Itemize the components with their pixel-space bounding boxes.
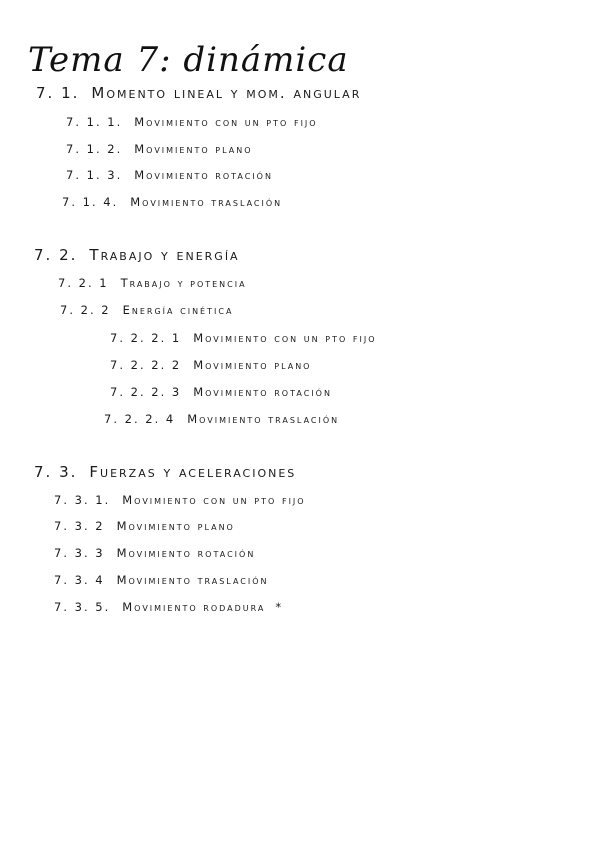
list-item [66,142,253,156]
section-number: 7. 1. [36,84,80,102]
subitem-number: 7. 2. 2. 1 [110,331,182,345]
item-number: 7. 1. 1. [66,115,123,129]
list-item [54,600,283,614]
subitem-label: Movimiento rotación [193,385,332,399]
subitem-label: Movimiento con un pto fijo [193,331,377,345]
list-item [62,195,282,209]
item-label: Trabajo y potencia [120,276,247,290]
item-number: 7. 3. 2 [54,519,105,533]
item-label: Movimiento traslación [116,573,269,587]
section-label: Fuerzas y aceleraciones [89,463,297,481]
section-label: Trabajo y energía [89,246,240,264]
list-subitem [104,412,339,426]
item-number: 7. 2. 2 [60,303,111,317]
section-label: Momento lineal y mom. angular [91,84,362,102]
subitem-number: 7. 2. 2. 2 [110,358,182,372]
section-heading [34,463,296,481]
list-item [54,573,269,587]
list-subitem [110,385,332,399]
subitem-number: 7. 2. 2. 3 [110,385,182,399]
list-item [66,168,273,182]
list-item [54,546,255,560]
item-label: Movimiento rodadura [122,600,266,614]
item-number: 7. 3. 5. [54,600,111,614]
list-item [66,115,318,129]
item-label: Movimiento rotación [116,546,256,560]
item-number: 7. 3. 1. [54,493,111,507]
item-number: 7. 1. 2. [66,142,123,156]
item-number: 7. 2. 1 [58,276,109,290]
footnote-mark: * [275,600,284,614]
section-heading [36,84,361,102]
list-item [58,276,247,290]
item-number: 7. 1. 3. [66,168,123,182]
item-label: Movimiento con un pto fijo [134,115,318,129]
subitem-label: Movimiento traslación [187,412,340,426]
item-number: 7. 3. 3 [54,546,105,560]
item-number: 7. 1. 4. [62,195,119,209]
subitem-label: Movimiento plano [193,358,312,372]
list-subitem [110,358,311,372]
list-item [60,303,233,317]
item-number: 7. 3. 4 [54,573,105,587]
item-label: Movimiento con un pto fijo [122,493,306,507]
item-label: Movimiento traslación [130,195,283,209]
item-label: Energía cinética [122,303,234,317]
page-title: Tema 7: dinámica [28,40,349,80]
section-heading [34,246,240,264]
section-number: 7. 2. [34,246,78,264]
item-label: Movimiento plano [134,142,253,156]
item-label: Movimiento plano [116,519,235,533]
item-label: Movimiento rotación [134,168,273,182]
section-number: 7. 3. [34,463,78,481]
list-item [54,493,306,507]
list-subitem [110,331,377,345]
list-item [54,519,235,533]
subitem-number: 7. 2. 2. 4 [104,412,176,426]
